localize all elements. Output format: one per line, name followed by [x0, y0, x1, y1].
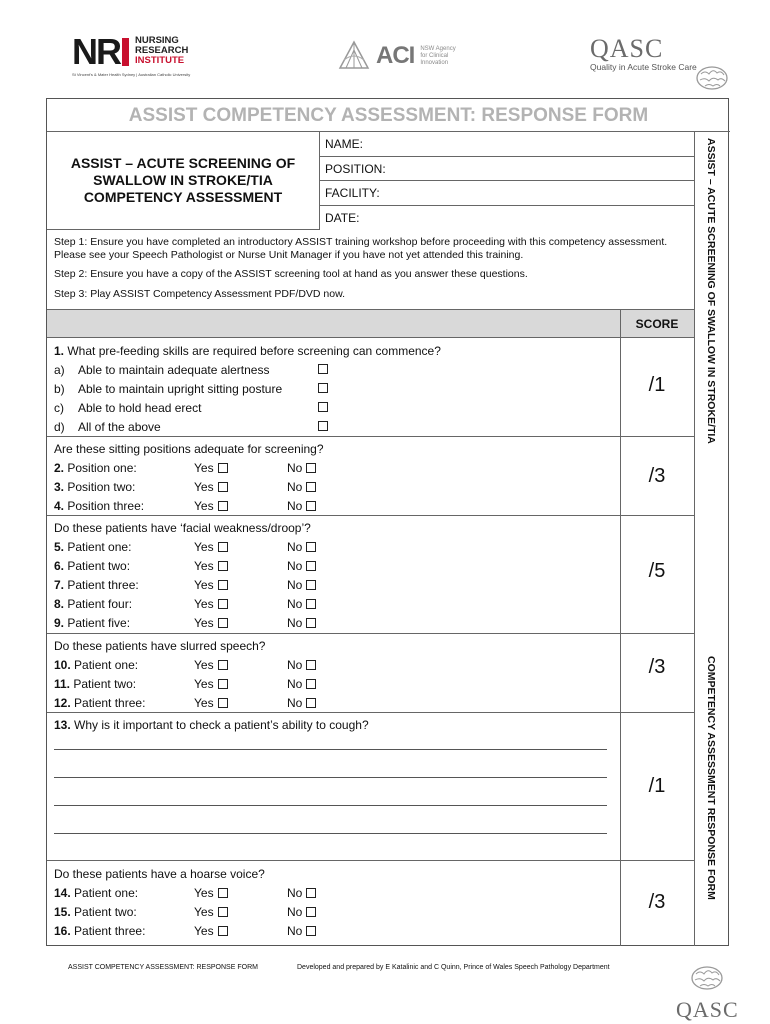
checkbox-b[interactable]: [318, 383, 328, 393]
answer-line-2[interactable]: [54, 777, 607, 778]
no-checkbox[interactable]: [306, 679, 316, 689]
details-fields: [320, 132, 694, 230]
instructions: [47, 230, 694, 310]
slurred-question: Do these patients have slurred speech?: [54, 639, 266, 653]
name-field[interactable]: NAME:: [320, 132, 694, 157]
yes-checkbox[interactable]: [218, 660, 228, 670]
footer-right: Developed and prepared by E Katalinic and C Quinn, Prince of Wales Speech Pathology Department: [297, 964, 610, 971]
position-field[interactable]: POSITION:: [320, 157, 694, 182]
question-13-text: Why is it important to check a patient’s ability to cough?: [74, 718, 369, 732]
aci-line-1: NSW Agency: [420, 45, 456, 52]
form-title: ASSIST COMPETENCY ASSESSMENT: RESPONSE FORM: [128, 105, 649, 126]
no-checkbox[interactable]: [306, 482, 316, 492]
answer-line-1[interactable]: [54, 749, 607, 750]
assessment-heading-box: [47, 132, 320, 230]
no-checkbox[interactable]: [306, 463, 316, 473]
list-item: 15. Patient two: Yes No: [54, 905, 354, 919]
list-item: 6. Patient two: Yes No: [54, 559, 354, 573]
list-item: 12. Patient three: Yes No: [54, 696, 354, 710]
yes-checkbox[interactable]: [218, 482, 228, 492]
score-header: SCORE: [635, 317, 679, 331]
brain-icon: [689, 964, 725, 992]
yes-checkbox[interactable]: [218, 698, 228, 708]
yes-checkbox[interactable]: [218, 580, 228, 590]
no-checkbox[interactable]: [306, 501, 316, 511]
side-text-bottom: COMPETENCY ASSESSMENT RESPONSE FORM: [705, 656, 717, 900]
score-cough: /1: [648, 775, 666, 797]
list-item: 5. Patient one: Yes No: [54, 540, 354, 554]
date-field[interactable]: DATE:: [325, 210, 360, 225]
facial-question: Do these patients have ‘facial weakness/droop’?: [54, 521, 311, 535]
option-b: b) Able to maintain upright sitting posture: [54, 382, 334, 396]
yes-checkbox[interactable]: [218, 679, 228, 689]
list-item: 16. Patient three: Yes No: [54, 924, 354, 938]
no-checkbox[interactable]: [306, 599, 316, 609]
hoarse-question: Do these patients have a hoarse voice?: [54, 867, 265, 881]
header-logos: [0, 30, 770, 80]
qasc-tagline: Quality in Acute Stroke Care: [590, 62, 697, 72]
qasc-name: QASC: [590, 34, 664, 63]
side-text-top: ASSIST – ACUTE SCREENING OF SWALLOW IN STROKE/TIA: [705, 138, 717, 444]
yes-checkbox[interactable]: [218, 463, 228, 473]
aci-name: ACI: [376, 42, 415, 69]
step-1: Step 1: Ensure you have completed an introductory ASSIST training workshop before proceeding with this competency assessment. Please see your Speech Pathologist or Nurse Unit Manager if you have not yet attended this training.: [54, 236, 668, 261]
score-facial: /5: [648, 560, 666, 582]
yes-checkbox[interactable]: [218, 888, 228, 898]
list-item: 8. Patient four: Yes No: [54, 597, 354, 611]
aci-line-3: Innovation: [420, 59, 449, 66]
no-checkbox[interactable]: [306, 907, 316, 917]
nri-line-2: RESEARCH: [135, 45, 189, 56]
yes-checkbox[interactable]: [218, 907, 228, 917]
answer-line-3[interactable]: [54, 805, 607, 806]
score-header-bar: [47, 310, 694, 338]
list-item: 2. Position one: Yes No: [54, 461, 354, 475]
score-sitting: /3: [648, 465, 666, 487]
no-checkbox[interactable]: [306, 926, 316, 936]
step-3: Step 3: Play ASSIST Competency Assessment PDF/DVD now.: [54, 287, 346, 300]
score-hoarse: /3: [648, 891, 666, 913]
no-checkbox[interactable]: [306, 542, 316, 552]
score-q1: /1: [648, 374, 666, 396]
side-banner: [694, 132, 730, 946]
option-c: c) Able to hold head erect: [54, 401, 334, 415]
list-item: 11. Patient two: Yes No: [54, 677, 354, 691]
yes-checkbox[interactable]: [218, 561, 228, 571]
question-1: 1. What pre-feeding skills are required before screening can commence?: [54, 344, 441, 358]
footer-left: ASSIST COMPETENCY ASSESSMENT: RESPONSE FORM: [68, 964, 258, 971]
list-item: 9. Patient five: Yes No: [54, 616, 354, 630]
answer-line-4[interactable]: [54, 833, 607, 834]
brain-icon: [695, 64, 729, 92]
qasc-logo: [590, 34, 697, 72]
yes-checkbox[interactable]: [218, 542, 228, 552]
facility-field[interactable]: FACILITY:: [320, 181, 694, 206]
nri-mark: NR: [72, 31, 120, 72]
cough-section: [47, 713, 694, 861]
list-item: 3. Position two: Yes No: [54, 480, 354, 494]
yes-checkbox[interactable]: [218, 501, 228, 511]
list-item: 4. Position three: Yes No: [54, 499, 354, 513]
nri-logo: [72, 31, 189, 72]
no-checkbox[interactable]: [306, 561, 316, 571]
checkbox-a[interactable]: [318, 364, 328, 374]
yes-checkbox[interactable]: [218, 599, 228, 609]
nri-line-1: NURSING: [135, 35, 179, 46]
list-item: 14. Patient one: Yes No: [54, 886, 354, 900]
score-slurred: /3: [648, 656, 666, 678]
slurred-section: [47, 634, 694, 713]
aci-logo: [338, 40, 456, 72]
yes-checkbox[interactable]: [218, 618, 228, 628]
option-a: a) Able to maintain adequate alertness: [54, 363, 334, 377]
aci-emblem-icon: [338, 40, 370, 72]
assessment-heading: ASSIST – ACUTE SCREENING OF SWALLOW IN STROKE/TIA COMPETENCY ASSESSMENT: [70, 155, 296, 205]
no-checkbox[interactable]: [306, 698, 316, 708]
yes-checkbox[interactable]: [218, 926, 228, 936]
nri-subtitle: St Vincent's & Mater Health Sydney | Australian Catholic University: [72, 72, 191, 77]
form-title-bar: [47, 99, 730, 132]
sitting-section: [47, 437, 694, 516]
step-2: Step 2: Ensure you have a copy of the ASSIST screening tool at hand as you answer these questions.: [54, 268, 528, 280]
no-checkbox[interactable]: [306, 580, 316, 590]
no-checkbox[interactable]: [306, 888, 316, 898]
checkbox-c[interactable]: [318, 402, 328, 412]
no-checkbox[interactable]: [306, 660, 316, 670]
sitting-question: Are these sitting positions adequate for screening?: [54, 442, 324, 456]
response-form: [46, 98, 729, 946]
option-d: d) All of the above: [54, 420, 334, 434]
hoarse-section: [47, 861, 694, 946]
aci-line-2: for Clinical: [420, 52, 449, 59]
nri-bar-icon: [122, 38, 129, 66]
facial-section: [47, 516, 694, 634]
question-1-text: What pre-feeding skills are required before screening can commence?: [67, 344, 441, 358]
nri-line-3: INSTITUTE: [135, 55, 185, 66]
qasc-footer-name: QASC: [676, 997, 739, 1022]
list-item: 7. Patient three: Yes No: [54, 578, 354, 592]
no-checkbox[interactable]: [306, 618, 316, 628]
checkbox-d[interactable]: [318, 421, 328, 431]
question-1-section: [47, 338, 694, 437]
qasc-footer-logo: [676, 964, 739, 1023]
question-13: 13. Why is it important to check a patient’s ability to cough?: [54, 718, 369, 732]
list-item: 10. Patient one: Yes No: [54, 658, 354, 672]
